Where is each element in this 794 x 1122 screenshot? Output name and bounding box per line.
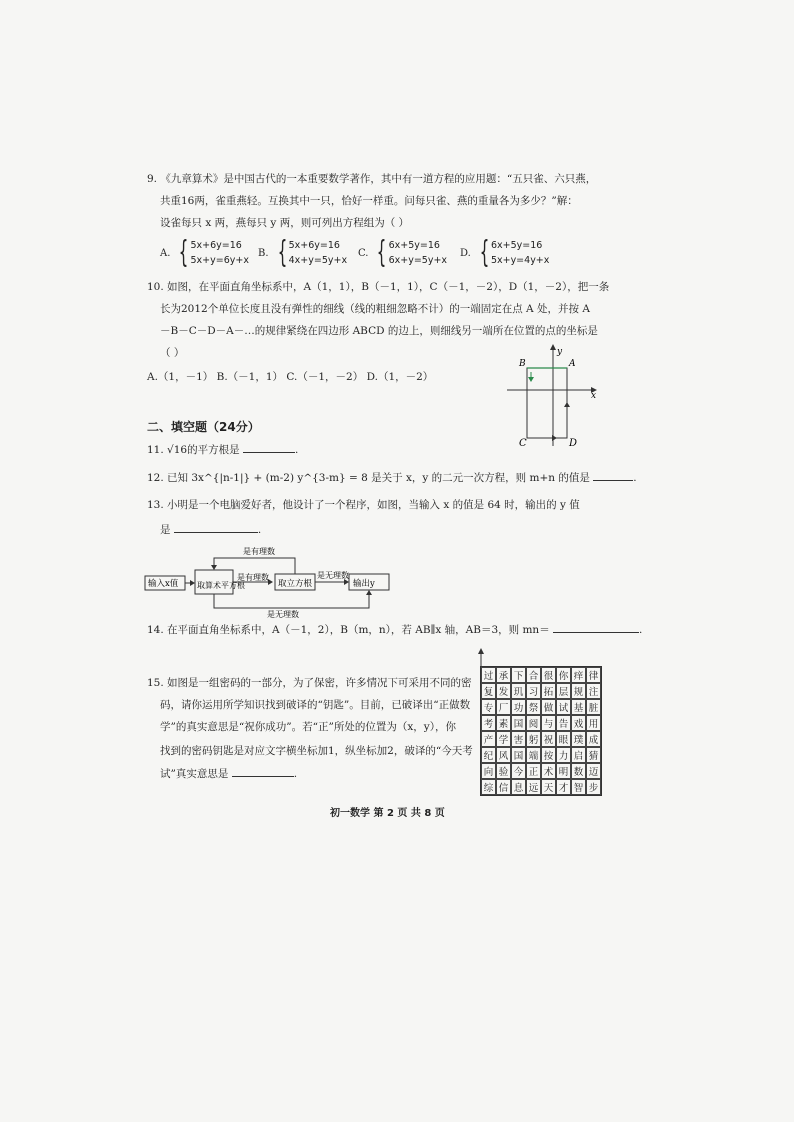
q10-line1: 10. 如图，在平面直角坐标系中，A（1，1），B（－1，1），C（－1，－2），D（1，－2），把一条 <box>147 281 610 293</box>
cipher-cell: 层 <box>556 683 571 699</box>
cipher-cell: 与 <box>541 715 556 731</box>
cipher-cell: 基 <box>571 699 586 715</box>
flow-box1: 取算术平方根 <box>197 581 245 590</box>
cipher-cell: 天 <box>541 779 556 795</box>
q12: 12. 已知 3x^{|n-1|} + (m-2) y^{3-m} = 8 是关于 x，y 的二元一次方程，则 m+n 的值是 . <box>147 472 637 484</box>
cipher-cell: 端 <box>526 747 541 763</box>
q10-coordinate-diagram <box>505 342 600 450</box>
point-d-label: D <box>569 438 578 449</box>
q15-line3: 学”的真实意思是“祝你成功”。若“正”所处的位置为（x，y），你 <box>160 721 456 733</box>
cipher-cell: 国 <box>511 747 526 763</box>
q11: 11. √16的平方根是 . <box>147 444 299 456</box>
q9-line3: 设雀每只 x 两，燕每只 y 两，则可列出方程组为（ ） <box>160 217 410 229</box>
cipher-cell: 综 <box>481 779 496 795</box>
q13-line2: 是 . <box>160 524 262 536</box>
cipher-cell: 专 <box>481 699 496 715</box>
cipher-cell: 产 <box>481 731 496 747</box>
cipher-cell: 过 <box>481 667 496 683</box>
q10-line3: －B－C－D－A－…的规律紧绕在四边形 ABCD 的边上，则细线另一端所在位置的点的坐标是 <box>160 325 598 337</box>
cipher-cell: 验 <box>496 763 511 779</box>
cipher-cell: 脏 <box>586 699 601 715</box>
cipher-cell: 向 <box>481 763 496 779</box>
option-letter: D. <box>460 247 471 259</box>
cipher-cell: 正 <box>526 763 541 779</box>
flow-label-is-rational-loop: 是有理数 <box>243 547 275 556</box>
option-letter: C. <box>358 247 369 259</box>
cipher-cell: 按 <box>541 747 556 763</box>
answer-blank <box>174 522 258 533</box>
q10-line4: （ ） <box>160 347 185 359</box>
cipher-cell: 远 <box>526 779 541 795</box>
q15-line2: 码，请你运用所学知识找到破译的“钥匙”。目前，已破译出“正做数 <box>160 699 471 711</box>
cipher-cell: 今 <box>511 763 526 779</box>
cipher-cell: 害 <box>511 731 526 747</box>
q13-flowchart <box>143 540 403 620</box>
flow-label-is-irrational: 是无理数 <box>317 571 349 580</box>
q13-line1: 13. 小明是一个电脑爱好者，他设计了一个程序，如图，当输入 x 的值是 64 时，输出的 y 值 <box>147 499 580 511</box>
cipher-cell: 力 <box>556 747 571 763</box>
flow-output: 输出y <box>353 579 375 589</box>
flow-label-is-irrational-loop: 是无理数 <box>267 610 299 619</box>
q15-cipher-grid <box>476 666 600 794</box>
flow-label-is-rational: 是有理数 <box>237 573 269 582</box>
cipher-cell: 发 <box>496 683 511 699</box>
cipher-cell: 合 <box>526 667 541 683</box>
axis-y-label: y <box>557 347 563 357</box>
answer-blank <box>553 622 639 633</box>
cipher-cell: 才 <box>556 779 571 795</box>
cipher-cell: 步 <box>586 779 601 795</box>
brace-icon: { <box>277 235 287 270</box>
cipher-cell: 璞 <box>571 731 586 747</box>
cipher-cell: 承 <box>496 667 511 683</box>
flow-input: 输入x值 <box>148 579 179 589</box>
q9-option-b <box>258 235 348 270</box>
q10-options: A.（1，－1） B.（－1，1） C.（－1，－2） D.（1，－2） <box>147 371 434 383</box>
cipher-cell: 告 <box>556 715 571 731</box>
cipher-cell: 复 <box>481 683 496 699</box>
cipher-cell: 厂 <box>496 699 511 715</box>
cipher-cell: 很 <box>541 667 556 683</box>
page-footer: 初一数学 第 2 页 共 8 页 <box>330 808 445 819</box>
cipher-cell: 祭 <box>526 699 541 715</box>
brace-icon: { <box>377 235 387 270</box>
cipher-cell: 拓 <box>541 683 556 699</box>
cipher-cell: 国 <box>511 715 526 731</box>
q11-radical: √16 <box>167 444 188 456</box>
q12-text: 12. 已知 3x^{|n-1|} + (m-2) y^{3-m} = 8 是关于 x，y 的二元一次方程，则 m+n 的值是 <box>147 472 590 484</box>
cipher-cell: 下 <box>511 667 526 683</box>
q10-line2: 长为2012个单位长度且没有弹性的细线（线的粗细忽略不计）的一端固定在点 A 处，并按 A <box>160 303 590 315</box>
point-c-label: C <box>519 438 527 449</box>
answer-blank <box>243 442 295 453</box>
cipher-cell: 功 <box>511 699 526 715</box>
cipher-cell: 迈 <box>586 763 601 779</box>
equation: 5x+y=6y+x <box>190 255 249 266</box>
cipher-cell: 智 <box>571 779 586 795</box>
cipher-cell: 玑 <box>511 683 526 699</box>
cipher-cell: 猜 <box>586 747 601 763</box>
cipher-cell: 数 <box>571 763 586 779</box>
cipher-cell: 风 <box>496 747 511 763</box>
cipher-cell: 信 <box>496 779 511 795</box>
cipher-cell: 注 <box>586 683 601 699</box>
q15-line1: 15. 如图是一组密码的一部分，为了保密，许多情况下可采用不同的密 <box>147 677 472 689</box>
cipher-cell: 习 <box>526 683 541 699</box>
flow-box2: 取立方根 <box>278 579 313 589</box>
cipher-cell: 用 <box>586 715 601 731</box>
point-a-label: A <box>569 359 576 369</box>
point-b-label: B <box>519 359 526 369</box>
cipher-cell: 启 <box>571 747 586 763</box>
equation: 4x+y=5y+x <box>288 255 348 266</box>
q9-option-c <box>358 235 448 270</box>
cipher-cell: 规 <box>571 683 586 699</box>
answer-blank <box>593 470 633 481</box>
cipher-cell: 躬 <box>526 731 541 747</box>
q15-line4: 找到的密码钥匙是对应文字横坐标加1，纵坐标加2，破译的“今天考 <box>160 745 473 757</box>
option-letter: B. <box>258 247 269 259</box>
cipher-cell: 纪 <box>481 747 496 763</box>
cipher-cell: 眼 <box>556 731 571 747</box>
cipher-cell: 术 <box>541 763 556 779</box>
q13-line2-text: 是 <box>160 524 171 536</box>
q15-line5-text: 试”真实意思是 <box>160 768 229 780</box>
q9-line1: 9. 《九章算术》是中国古代的一本重要数学著作，其中有一道方程的应用题：“五只雀、六只燕， <box>147 173 597 185</box>
cipher-cell: 祝 <box>541 731 556 747</box>
cipher-cell: 阅 <box>526 715 541 731</box>
cipher-cell: 做 <box>541 699 556 715</box>
grid-y-axis-arrow-icon <box>476 648 486 668</box>
cipher-cell: 试 <box>556 699 571 715</box>
q11-prefix: 11. <box>147 444 168 456</box>
brace-icon: { <box>479 235 490 270</box>
cipher-cell: 痒 <box>571 667 586 683</box>
equation: 6x+y=5y+x <box>388 255 448 266</box>
cipher-cell: 明 <box>556 763 571 779</box>
q9-option-d <box>460 235 550 270</box>
equation: 6x+5y=16 <box>388 240 440 251</box>
cipher-cell: 律 <box>586 667 601 683</box>
q11-text: 的平方根是 <box>187 444 240 456</box>
q15-line5: 试”真实意思是 . <box>160 768 298 780</box>
brace-icon: { <box>179 235 189 270</box>
cipher-cell: 考 <box>481 715 496 731</box>
q14: 14. 在平面直角坐标系中，A（－1，2），B（m，n），若 AB∥x 轴，AB＝3，则 mn＝ . <box>147 624 643 636</box>
cipher-cell: 学 <box>496 731 511 747</box>
cipher-cell: 你 <box>556 667 571 683</box>
equation: 5x+6y=16 <box>190 240 242 251</box>
answer-blank <box>232 766 294 777</box>
q14-text: 14. 在平面直角坐标系中，A（－1，2），B（m，n），若 AB∥x 轴，AB＝3，则 mn＝ <box>147 624 550 636</box>
option-letter: A. <box>160 247 171 259</box>
q9-options <box>160 235 580 272</box>
cipher-cell: 素 <box>496 715 511 731</box>
cipher-cell: 戏 <box>571 715 586 731</box>
q9-option-a <box>160 235 249 270</box>
cipher-cell: 成 <box>586 731 601 747</box>
equation: 5x+y=4y+x <box>490 255 550 266</box>
equation: 5x+6y=16 <box>288 240 340 251</box>
axis-x-label: x <box>591 391 597 401</box>
section-heading: 二、填空题（24分） <box>147 420 260 434</box>
q9-line2: 共重16两，雀重燕轻。互换其中一只，恰好一样重。问每只雀、燕的重量各为多少？”解： <box>160 195 578 207</box>
equation: 6x+5y=16 <box>490 240 543 251</box>
cipher-cell: 息 <box>511 779 526 795</box>
